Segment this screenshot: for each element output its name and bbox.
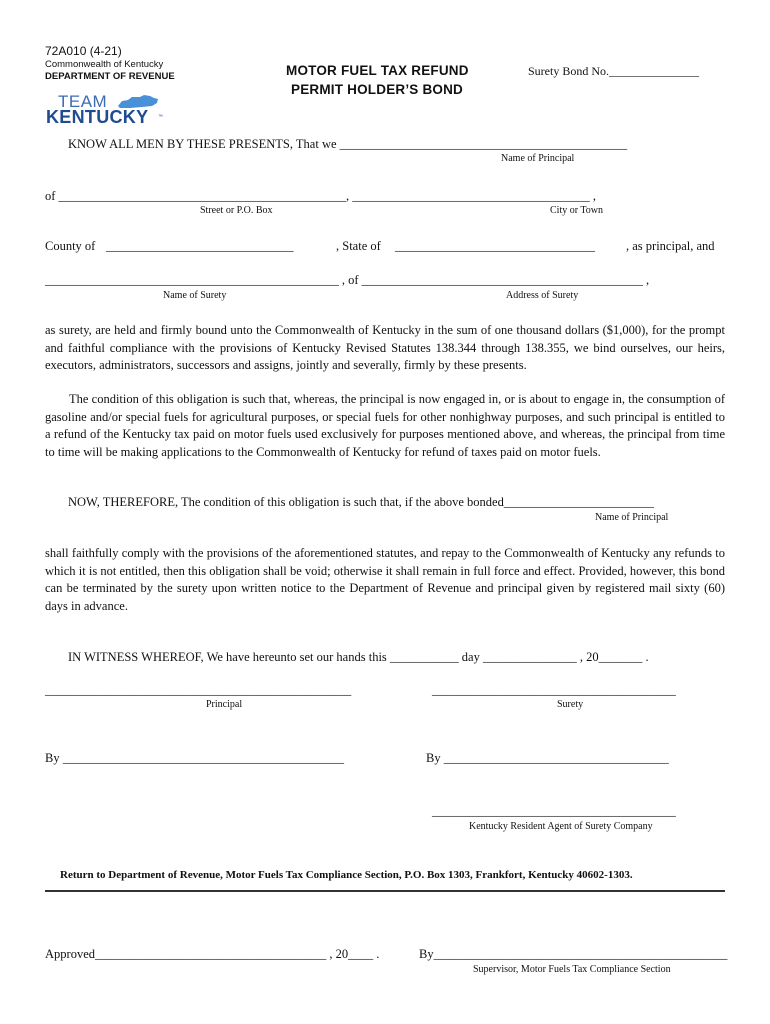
- condition-text: The condition of this obligation is such that, whereas, the principal is now engaged in, or is about to engage in, the consumption of gasoline and/or special fuels for agricultural purposes, or special fuels for other nonhighway purposes, and such principal is entitled to a refund of the Kentucky tax paid on motor fuels used exclusively for purposes mentioned above, and whereas, the principal from time to time will be making applications to the Commonwealth of Kentucky for refund of taxes paid on motor fuels.: [45, 392, 725, 459]
- surety-by-field[interactable]: By ____________________________________: [426, 751, 669, 765]
- principal-name-label: Name of Principal: [501, 153, 575, 164]
- principal-signature-line[interactable]: _________________________________________________: [45, 683, 352, 697]
- surety-address-label: Address of Surety: [506, 290, 579, 301]
- supervisor-label: Supervisor, Motor Fuels Tax Compliance Section: [473, 964, 671, 975]
- resident-agent-label: Kentucky Resident Agent of Surety Company: [469, 821, 653, 832]
- form-title-line1: MOTOR FUEL TAX REFUND: [286, 63, 469, 78]
- condition-paragraph: [45, 391, 725, 461]
- logo-team-text: TEAM: [58, 92, 108, 111]
- state-label: , State of: [336, 239, 381, 253]
- surety-signature-line[interactable]: _______________________________________: [432, 683, 676, 697]
- form-number: 72A010 (4-21): [45, 44, 122, 58]
- bonded-principal-label: Name of Principal: [595, 512, 669, 523]
- as-principal-text: , as principal, and: [626, 239, 715, 253]
- agency-line: Commonwealth of Kentucky: [45, 59, 164, 70]
- department-name: DEPARTMENT OF REVENUE: [45, 71, 175, 82]
- surety-bond-number-field[interactable]: Surety Bond No._______________: [528, 64, 699, 78]
- form-title-line2: PERMIT HOLDER’S BOND: [291, 82, 464, 97]
- obligation-text: as surety, are held and firmly bound unto the Commonwealth of Kentucky in the sum of one thousand dollars ($1,000), for the prompt and faithful compliance with the provisions of Kentucky Revised Statutes 138.344 through 138.355, we bind ourselves, our heirs, executors, administrators, successors and assigns, jointly and severally, firmly by these presents.: [45, 323, 725, 372]
- approved-field[interactable]: Approved_____________________________________ , 20____ .: [45, 947, 380, 961]
- surety-name-label: Name of Surety: [163, 290, 227, 301]
- principal-by-field[interactable]: By _____________________________________________: [45, 751, 344, 765]
- obligation-paragraph: [45, 322, 725, 375]
- compliance-text: shall faithfully comply with the provisions of the aforementioned statutes, and repay to the Commonwealth of Kentucky any refunds to which it is not entitled, then this obligation shall be void; otherwise it shall remain in full force and effect. Provided, however, this bond can be terminated by the surety upon written notice to the Department of Revenue and principal given by registered mail sixty (60) days in advance.: [45, 546, 725, 613]
- bonded-principal-field[interactable]: NOW, THEREFORE, The condition of this obligation is such that, if the above bonded________________________: [68, 495, 654, 509]
- resident-agent-signature-line[interactable]: _______________________________________: [432, 804, 676, 818]
- principal-name-field[interactable]: KNOW ALL MEN BY THESE PRESENTS, That we ______________________________________________: [68, 137, 628, 151]
- county-field[interactable]: ______________________________: [106, 239, 294, 253]
- street-label: Street or P.O. Box: [200, 205, 273, 216]
- supervisor-by-field[interactable]: By_______________________________________________: [419, 947, 728, 961]
- city-label: City or Town: [550, 205, 604, 216]
- logo-trademark: ™: [158, 114, 163, 120]
- principal-address-field[interactable]: of ______________________________________________, ______________________________________ ,: [45, 189, 597, 203]
- county-label: County of: [45, 239, 96, 253]
- compliance-paragraph: [45, 545, 725, 615]
- surety-signature-label: Surety: [557, 699, 584, 710]
- state-field[interactable]: ________________________________: [395, 239, 595, 253]
- return-address-text: Return to Department of Revenue, Motor Fuels Tax Compliance Section, P.O. Box 1303, Frankfort, Kentucky 40602-1303.: [60, 869, 633, 881]
- surety-name-address-field[interactable]: _______________________________________________ , of _____________________________________________ ,: [45, 273, 650, 287]
- logo-kentucky-text: KENTUCKY: [46, 107, 149, 127]
- witness-date-field[interactable]: IN WITNESS WHEREOF, We have hereunto set our hands this ___________ day _______________ , 20_______ .: [68, 650, 649, 664]
- principal-signature-label: Principal: [206, 699, 243, 710]
- team-kentucky-logo: [46, 92, 166, 128]
- footer-divider: [45, 890, 725, 892]
